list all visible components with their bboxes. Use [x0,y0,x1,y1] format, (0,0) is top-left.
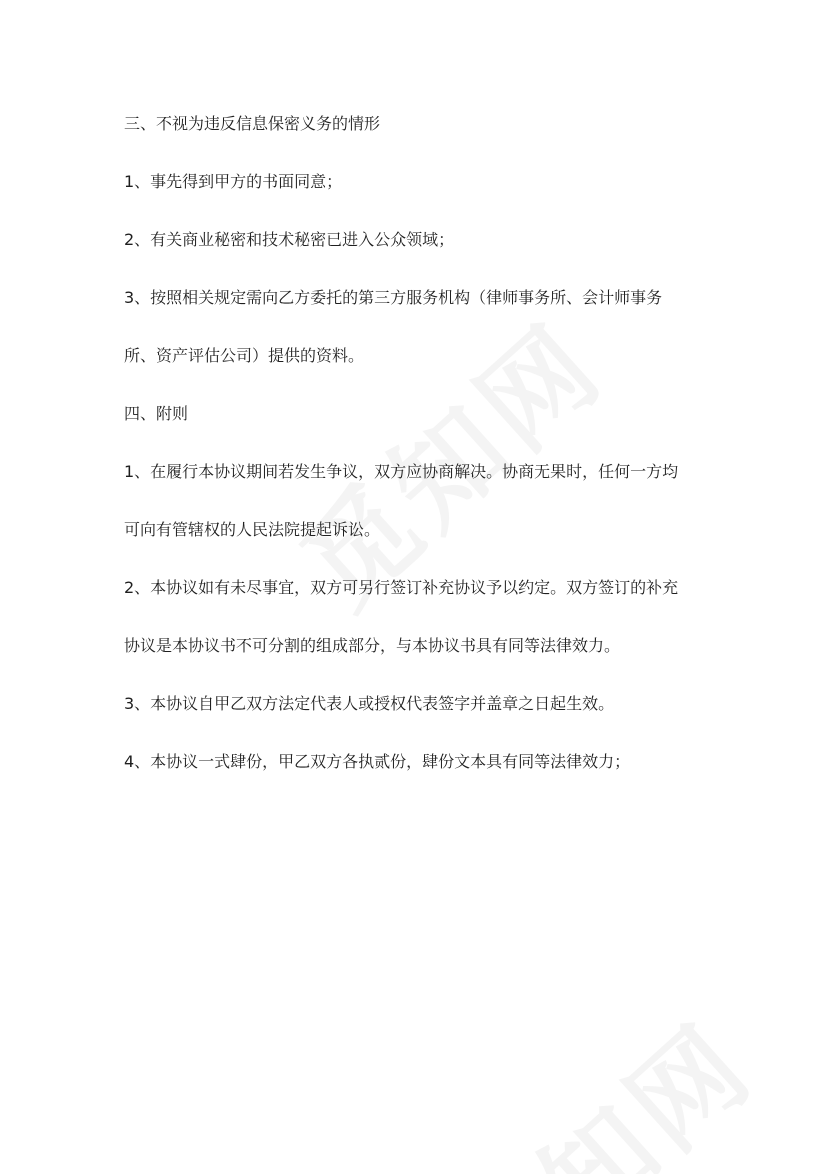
section-heading-text: 四、附则 [124,404,189,423]
clause-line: 3、按照相关规定需向乙方委托的第三方服务机构（律师事务所、会计师事务 [124,288,663,307]
document-body [124,106,714,802]
clause-line: 所、资产评估公司）提供的资料。 [124,346,365,365]
clause-3-3 [124,280,714,374]
clause-4-3 [124,686,714,722]
clause-line: 协议是本协议书不可分割的组成部分，与本协议书具有同等法律效力。 [124,636,621,655]
clause-line: 可向有管辖权的人民法院提起诉讼。 [124,520,381,539]
section-heading-3 [124,106,714,142]
clause-4-2 [124,570,714,664]
section-heading-4 [124,396,714,432]
clause-4-1 [124,454,714,548]
clause-line: 2、本协议如有未尽事宜，双方可另行签订补充协议予以约定。双方签订的补充 [124,578,679,597]
section-heading-text: 三、不视为违反信息保密义务的情形 [124,114,381,133]
clause-line: 4、本协议一式肆份，甲乙双方各执贰份，肆份文本具有同等法律效力； [124,752,631,771]
watermark-lower [413,982,782,1174]
clause-line: 2、有关商业秘密和技术秘密已进入公众领域； [124,230,455,249]
clause-line: 1、事先得到甲方的书面同意； [124,172,343,191]
clause-4-4 [124,744,714,780]
clause-line: 3、本协议自甲乙双方法定代表人或授权代表签字并盖章之日起生效。 [124,694,615,713]
clause-3-1 [124,164,714,200]
clause-3-2 [124,222,714,258]
clause-line: 1、在履行本协议期间若发生争议，双方应协商解决。协商无果时，任何一方均 [124,462,679,481]
